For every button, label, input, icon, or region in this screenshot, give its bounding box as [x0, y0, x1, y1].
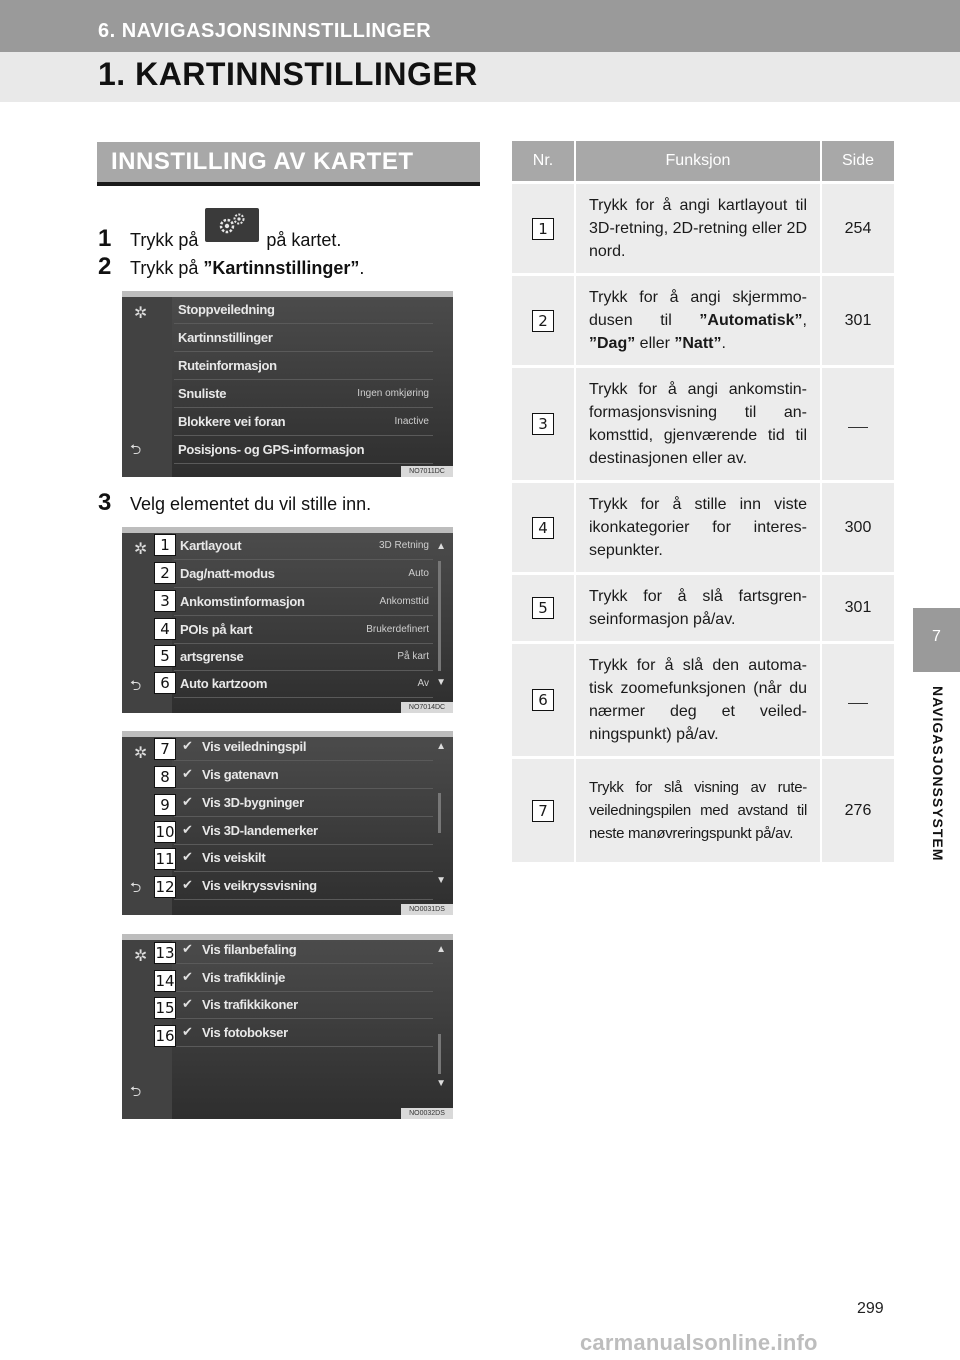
gear-icon: ✲ [134, 541, 148, 558]
callout-badge: 5 [154, 645, 176, 667]
list-item: ✔ Vis veiskilt [174, 845, 433, 872]
row-number: 4 [532, 517, 554, 539]
step-number: 1 [98, 225, 112, 252]
page-ref-cell [822, 572, 894, 641]
callout-badge: 1 [154, 534, 176, 556]
callout-badge: 14 [155, 972, 175, 990]
scroll-down-icon: ▼ [436, 677, 446, 688]
image-code: NO0032DS [401, 1108, 453, 1119]
list-item: Stoppveiledning [174, 297, 433, 324]
check-icon: ✔ [182, 849, 193, 864]
step-1 [98, 212, 341, 253]
function-text: . [721, 335, 726, 352]
callout-badge: 7 [154, 738, 176, 760]
page-ref-cell [822, 273, 894, 365]
page-ref-cell [822, 365, 894, 480]
list-item: ✔ Vis 3D-landemerker [174, 818, 433, 845]
section-label: 6. NAVIGASJONSINNSTILLINGER [98, 20, 432, 42]
image-code: NO7011DC [401, 466, 453, 477]
check-icon: ✔ [182, 1024, 193, 1039]
table-row [512, 181, 894, 273]
callout-badge: 6 [154, 672, 176, 694]
table-row [512, 756, 894, 862]
page-ref-cell [822, 480, 894, 572]
row-number-cell [512, 480, 576, 572]
list-item: ✔ Vis 3D-bygninger [174, 790, 433, 817]
gear-icon [205, 208, 259, 242]
list-item: ✔ Vis trafikkikoner [174, 992, 433, 1019]
check-icon: ✔ [182, 822, 193, 837]
row-number: 2 [532, 310, 554, 332]
page-number: 299 [857, 1300, 884, 1317]
table-body [512, 181, 894, 862]
table-row [512, 273, 894, 365]
table-row [512, 365, 894, 480]
page-ref-cell [822, 181, 894, 273]
gear-icon: ✲ [134, 948, 148, 965]
scrollbar [438, 1034, 441, 1074]
row-number-cell [512, 273, 576, 365]
scroll-up-icon: ▲ [436, 541, 446, 552]
subheading [97, 142, 480, 186]
scroll-down-icon: ▼ [436, 1078, 446, 1089]
dash-mark [848, 703, 868, 704]
function-cell [576, 273, 822, 365]
callout-badge: 9 [154, 794, 176, 816]
function-cell [576, 480, 822, 572]
gear-icon: ✲ [134, 745, 148, 762]
dash-mark [848, 427, 868, 428]
list-item: ✔ Vis veikryssvisning [174, 873, 433, 900]
step-number: 2 [98, 253, 112, 280]
list-item: Ankomstinformasjon Ankomsttid [174, 589, 433, 616]
row-number-cell [512, 181, 576, 273]
callout-badge: 15 [155, 999, 175, 1017]
back-icon: ⮌ [130, 677, 142, 693]
scroll-up-icon: ▲ [436, 944, 446, 955]
callout-badge: 13 [155, 944, 175, 962]
step-text-post: på kartet. [266, 230, 342, 250]
function-text: ”Dag” [589, 335, 636, 352]
list-item: artsgrense På kart [174, 644, 433, 671]
step-text-bold: ”Kartinnstillinger” [203, 258, 360, 278]
function-text: , [802, 312, 807, 329]
list-item: Blokkere vei foran Inactive [174, 409, 433, 436]
function-text: Trykk for å slå fartsgren-seinformasjon på/av. [589, 588, 807, 628]
step-2 [98, 253, 364, 281]
check-icon: ✔ [182, 996, 193, 1011]
check-icon: ✔ [182, 738, 193, 753]
back-icon: ⮌ [130, 441, 142, 457]
screenshot-map-settings-2 [122, 731, 453, 915]
function-cell [576, 572, 822, 641]
callout-badge: 3 [154, 590, 176, 612]
check-icon: ✔ [182, 794, 193, 809]
table-row [512, 641, 894, 756]
function-text: Trykk for å slå den automa-tisk zoomefunksjonen (når du nærmer deg et veiled-ningspunkt) på/av. [589, 657, 807, 743]
row-number: 1 [532, 218, 554, 240]
scrollbar [438, 793, 441, 833]
row-number: 3 [532, 413, 554, 435]
callout-badge: 2 [154, 562, 176, 584]
page-ref: 301 [844, 599, 872, 616]
function-text: ”Automatisk” [699, 312, 803, 329]
chapter-label: NAVIGASJONSSYSTEM [930, 686, 946, 862]
list-item: Snuliste Ingen omkjøring [174, 381, 433, 408]
row-number: 5 [532, 597, 554, 619]
list-item: Ruteinformasjon [174, 353, 433, 380]
screenshot-map-settings-1 [122, 527, 453, 713]
list-item: POIs på kart Brukerdefinert [174, 617, 433, 644]
scroll-down-icon: ▼ [436, 875, 446, 886]
step-text-pre: Trykk på [130, 230, 199, 250]
list-item: ✔ Vis veiledningspil [174, 734, 433, 761]
step-3 [98, 489, 371, 517]
row-number: 6 [532, 689, 554, 711]
callout-badge: 11 [155, 850, 175, 868]
screenshot-map-settings-3 [122, 934, 453, 1119]
step-text: Velg elementet du vil stille inn. [130, 494, 372, 514]
image-code: NO7014DC [401, 702, 453, 713]
chapter-tab: 7 [913, 608, 960, 672]
row-number-cell [512, 641, 576, 756]
callout-badge: 8 [154, 766, 176, 788]
scrollbar [438, 561, 441, 671]
step-text-post: . [359, 258, 365, 278]
row-number-cell [512, 756, 576, 862]
function-text: Trykk for å angi ankomstin-formasjonsvisning til an-komsttid, gjenværende tid til destinasjonen eller av. [589, 381, 807, 467]
callout-badge: 4 [154, 618, 176, 640]
check-icon: ✔ [182, 877, 193, 892]
watermark: carmanualsonline.info [580, 1330, 818, 1355]
list-item: ✔ Vis gatenavn [174, 762, 433, 789]
page-ref-cell [822, 756, 894, 862]
list-item: ✔ Vis fotobokser [174, 1020, 433, 1047]
list-item: Auto kartzoom Av [174, 671, 433, 698]
page-title: 1. KARTINNSTILLINGER [98, 56, 478, 92]
callout-badge: 10 [155, 823, 175, 841]
list-item: Kartinnstillinger [174, 325, 433, 352]
function-text: Trykk for å stille inn viste ikonkategorier for interes-sepunkter. [589, 496, 807, 559]
table-row [512, 572, 894, 641]
check-icon: ✔ [182, 969, 193, 984]
back-icon: ⮌ [130, 1083, 142, 1099]
row-number: 7 [532, 800, 554, 822]
back-icon: ⮌ [130, 879, 142, 895]
table-header-row [512, 141, 894, 181]
list-item: Kartlayout 3D Retning [174, 533, 433, 560]
list-item: ✔ Vis filanbefaling [174, 937, 433, 964]
screenshot-navigation-menu [122, 291, 453, 477]
check-icon: ✔ [182, 766, 193, 781]
row-number-cell [512, 365, 576, 480]
function-cell [576, 756, 822, 862]
function-text: Trykk for slå visning av rute-veiledningspilen med avstand til neste manøvreringspunkt på/av. [589, 779, 807, 842]
column-header-nr: Nr. [512, 141, 576, 181]
subheading-text: INNSTILLING AV KARTET [111, 148, 414, 175]
step-number: 3 [98, 489, 112, 516]
column-header-page: Side [822, 141, 894, 181]
column-header-function: Funksjon [576, 141, 822, 181]
gear-icon: ✲ [134, 305, 148, 322]
function-text: ”Natt” [674, 335, 722, 352]
list-item: Posisjons- og GPS-informasjon [174, 437, 433, 464]
check-icon: ✔ [182, 941, 193, 956]
function-cell [576, 181, 822, 273]
table-row [512, 480, 894, 572]
function-cell [576, 365, 822, 480]
page-ref: 300 [844, 518, 872, 536]
callout-badge: 16 [155, 1027, 175, 1045]
function-cell [576, 641, 822, 756]
function-text: Trykk for å angi kartlayout til 3D-retning, 2D-retning eller 2D nord. [589, 197, 807, 260]
callout-badge: 12 [155, 878, 175, 896]
page-ref: 254 [844, 219, 872, 237]
step-text-pre: Trykk på [130, 258, 199, 278]
list-item: Dag/natt-modus Auto [174, 561, 433, 588]
row-number-cell [512, 572, 576, 641]
scroll-up-icon: ▲ [436, 741, 446, 752]
function-table [512, 141, 894, 862]
function-text: eller [635, 335, 675, 352]
page-ref: 276 [844, 801, 872, 819]
page-ref: 301 [844, 311, 872, 329]
list-item: ✔ Vis trafikklinje [174, 965, 433, 992]
function-text: Trykk for å angi skjermmo-dusen til [589, 289, 807, 329]
page-ref-cell [822, 641, 894, 756]
image-code: NO0031DS [401, 904, 453, 915]
